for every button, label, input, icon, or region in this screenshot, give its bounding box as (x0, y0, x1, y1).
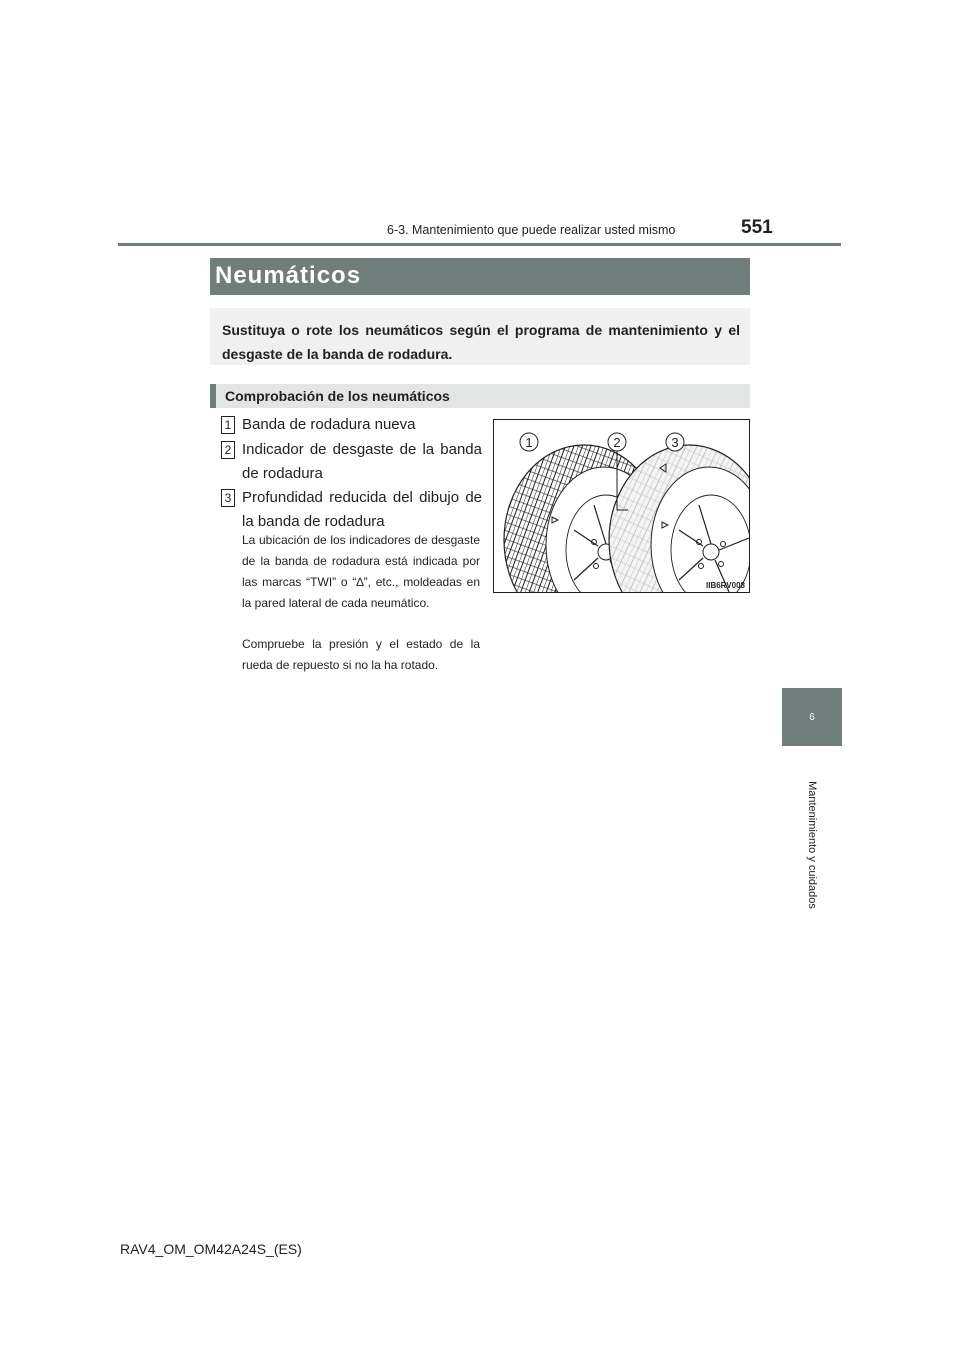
subsection-bar (210, 384, 750, 408)
item-text: Banda de rodadura nueva (242, 416, 416, 433)
page-title-bar (210, 258, 750, 295)
tire-figure (493, 419, 750, 593)
note-paragraph: La ubicación de los indicadores de desgaste de la banda de rodadura está indicada por las marcas “TWI” o “∆”, etc., moldeadas en la pared lateral de cada neumático. (242, 533, 480, 610)
header-rule (118, 243, 841, 246)
tire-illustration (494, 420, 750, 593)
item-number-badge: 1 (221, 416, 235, 434)
item-text: Indicador de desgaste de la banda de rodadura (242, 441, 482, 482)
callout-3 (666, 433, 684, 451)
header-section-title: 6-3. Mantenimiento que puede realizar usted mismo (387, 223, 676, 237)
subsection-accent (210, 384, 216, 408)
svg-text:1: 1 (525, 435, 533, 450)
svg-text:3: 3 (671, 435, 679, 450)
callout-1 (520, 433, 538, 451)
chapter-tab[interactable] (782, 688, 842, 746)
page-title: Neumáticos (215, 262, 362, 289)
item-text: Profundidad reducida del dibujo de la banda de rodadura (242, 489, 482, 530)
item-number-badge: 3 (221, 489, 235, 507)
intro-box (210, 308, 750, 365)
chapter-tab-label: Mantenimiento y cuidados (806, 781, 818, 909)
figure-code: IIB6RV008 (706, 581, 745, 590)
page-number: 551 (741, 217, 773, 238)
subsection-title: Comprobación de los neumáticos (225, 388, 450, 404)
footer-doc-code: RAV4_OM_OM42A24S_(ES) (120, 1241, 302, 1257)
intro-text: Sustituya o rote los neumáticos según el programa de mantenimiento y el desgaste de la banda de rodadura. (222, 322, 740, 362)
note-paragraph: Compruebe la presión y el estado de la rueda de repuesto si no la ha rotado. (242, 637, 480, 672)
item-number-badge: 2 (221, 441, 235, 459)
chapter-tab-number: 6 (809, 712, 815, 723)
svg-text:2: 2 (613, 435, 621, 450)
